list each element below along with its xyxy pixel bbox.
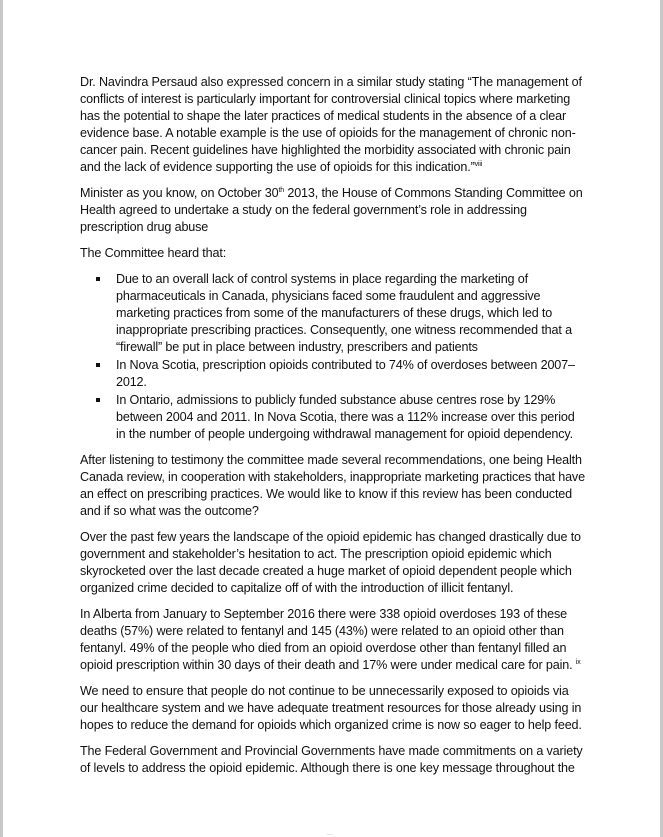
persaud-paragraph — [80, 74, 586, 176]
list-item — [116, 357, 586, 391]
landscape-paragraph: Over the past few years the landscape of the opioid epidemic has changed drastically due to government and stakeholder’s hesitation to act. The prescription opioid epidemic which skyrocketed over the last decade created a huge market of opioid dependent people which organized crime decided to capitalize off of with the introduction of illicit fentanyl. — [80, 530, 581, 595]
minister-text-part2: 2013, the House of Commons Standing Committee on Health agreed to undertake a study on the federal government’s role in addressing prescription drug abuse — [80, 186, 583, 234]
list-item — [116, 271, 586, 356]
list-item-text: In Nova Scotia, prescription opioids contributed to 74% of overdoses between 2007–2012. — [116, 358, 575, 389]
minister-paragraph — [80, 185, 586, 236]
alberta-paragraph — [80, 606, 586, 674]
list-item-text: In Ontario, admissions to publicly funded substance abuse centres rose by 129% between 2004 and 2011. In Nova Scotia, there was a 112% increase over this period in the number of people undergoing withdrawal management for opioid dependency. — [116, 393, 575, 441]
alberta-text: In Alberta from January to September 2016 there were 338 opioid overdoses 193 of these deaths (57%) were related to fentanyl and 145 (43%) were related to an opioid other than fentanyl. 49% of the people who died from an opioid overdose other than fentanyl filled an opioid prescription within 30 days of their death and 17% were under medical care for pain. — [80, 607, 576, 672]
minister-text-part1: Minister as you know, on October 30 — [80, 186, 279, 200]
ensure-paragraph: We need to ensure that people do not continue to be unnecessarily exposed to opioids via our healthcare system and we have adequate treatment resources for those already using in hopes to reduce the demand for opioids which organized crime is now so eager to help feed. — [80, 684, 582, 732]
federal-paragraph: The Federal Government and Provincial Governments have made commitments on a variety of levels to address the opioid epidemic. Although there is one key message throughout the — [80, 744, 583, 775]
square-bullet-icon — [96, 398, 100, 402]
committee-findings-list — [80, 271, 586, 443]
footnote-ref-viii[interactable]: viii — [474, 160, 483, 168]
footnote-ref-ix[interactable]: ix — [575, 658, 581, 666]
persaud-quote: Dr. Navindra Persaud also expressed concern in a similar study stating “The management of conflicts of interest is particularly important for controversial clinical topics where marketing has the potential to shape the later practices of medical students in the absence of a clear evidence base. A notable example is the use of opioids for the management of chronic non-cancer pain. Recent guidelines have highlighted the morbidity associated with chronic pain and the lack of evidence supporting the use of opioids for this indication.” — [80, 75, 582, 174]
after-testimony-paragraph: After listening to testimony the committee made several recommendations, one being Health Canada review, in cooperation with stakeholders, inappropriate marketing practices that have an effect on prescribing practices. We would like to know if this review has been conducted and if so what was the outcome? — [80, 453, 585, 518]
square-bullet-icon — [96, 277, 100, 281]
committee-intro: The Committee heard that: — [80, 246, 227, 260]
page-left-edge — [0, 0, 3, 837]
list-item-text: Due to an overall lack of control systems in place regarding the marketing of pharmaceuticals in Canada, physicians faced some fraudulent and aggressive marketing practices from some of the manufacturers of these drugs, which led to inappropriate prescribing practices. Consequently, one witness recommended that a “firewall” be put in place between industry, prescribers and patients — [116, 272, 572, 354]
list-item — [116, 392, 586, 443]
page-footer-mark — [327, 834, 333, 835]
ordinal-superscript: th — [278, 186, 284, 194]
square-bullet-icon — [96, 363, 100, 367]
document-page — [80, 74, 586, 786]
